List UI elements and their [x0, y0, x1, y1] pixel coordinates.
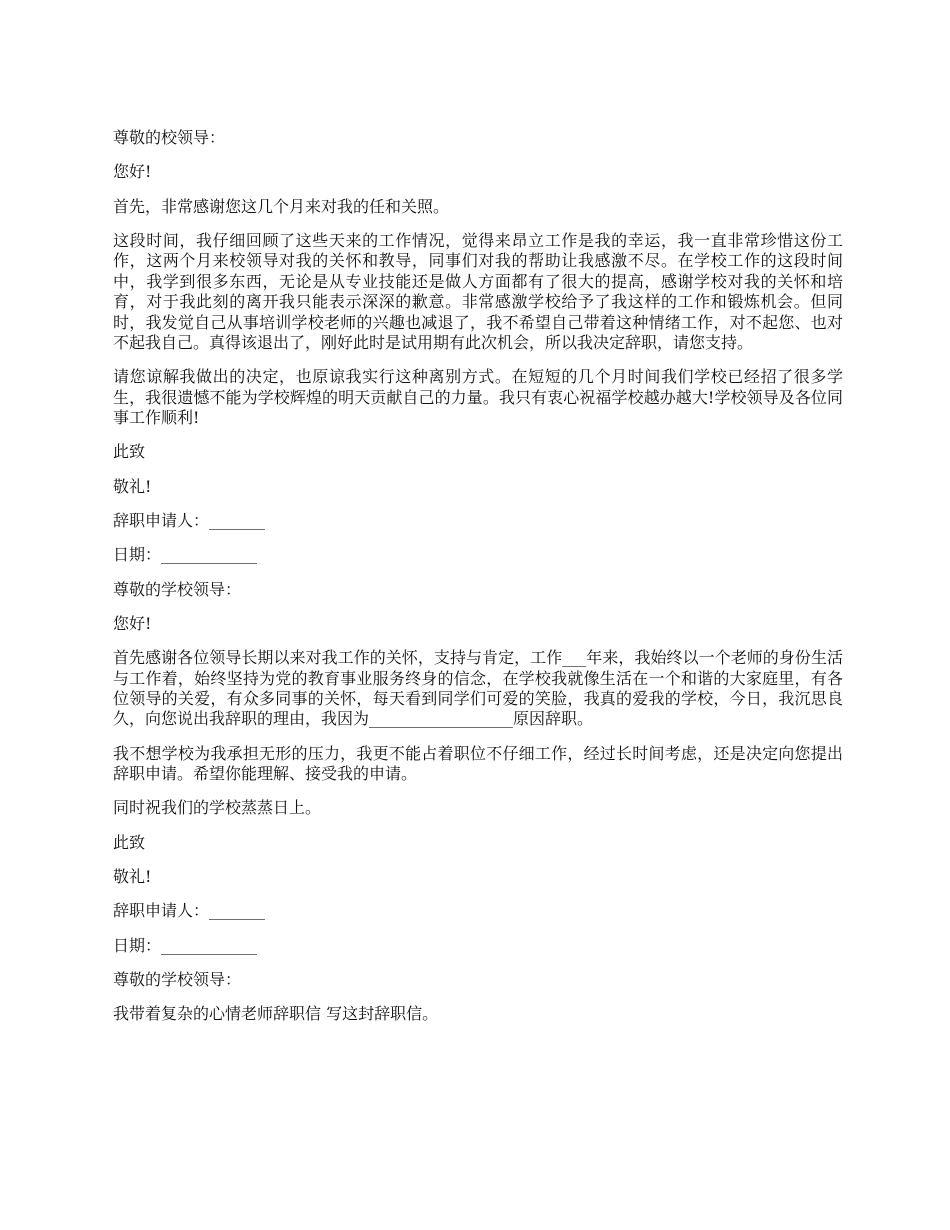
- body-paragraph: 这段时间，我仔细回顾了这些天来的工作情况，觉得来昂立工作是我的幸运，我一直非常珍惜这份工作，这两个月来校领导对我的关怀和教导，同事们对我的帮助让我感激不尽。在学校工作的这段时间中，我学到很多东西，无论是从专业技能还是做人方面都有了很大的提高，感谢学校对我的关怀和培育，对于我此刻的离开我只能表示深深的歉意。非常感激学校给予了我这样的工作和锻炼机会。但同时，我发觉自己从事培训学校老师的兴趣也减退了，我不希望自己带着这种情绪工作，对不起您、也对不起我自己。真得该退出了，刚好此时是试用期有此次机会，所以我决定辞职，请您支持。: [113, 230, 843, 352]
- date-line: 日期：____________: [113, 935, 258, 955]
- date-line: 日期：____________: [113, 545, 258, 565]
- body-paragraph: 同时祝我们的学校蒸蒸日上。: [113, 798, 322, 818]
- closing-salute: 敬礼!: [113, 866, 152, 886]
- greeting: 您好!: [113, 162, 152, 182]
- document-body: [113, 128, 843, 1038]
- salutation: 尊敬的校领导：: [113, 128, 226, 147]
- closing-salute: 敬礼!: [113, 476, 152, 496]
- body-paragraph: 我不想学校为我承担无形的压力，我更不能占着职位不仔细工作，经过长时间考虑，还是决定向您提出辞职申请。希望你能理解、接受我的申请。: [113, 743, 843, 784]
- signature-line: 辞职申请人：_______: [113, 510, 266, 530]
- body-paragraph: 我带着复杂的心情老师辞职信 写这封辞职信。: [113, 1004, 439, 1024]
- signature-line: 辞职申请人：_______: [113, 901, 266, 921]
- greeting: 您好!: [113, 613, 152, 633]
- closing: 此致: [113, 832, 146, 852]
- closing: 此致: [113, 442, 146, 462]
- body-paragraph: 首先，非常感谢您这几个月来对我的任和关照。: [113, 196, 450, 216]
- salutation: 尊敬的学校领导：: [113, 579, 242, 599]
- body-paragraph: 请您谅解我做出的决定，也原谅我实行这种离别方式。在短短的几个月时间我们学校已经招了很多学生，我很遗憾不能为学校辉煌的明天贡献自己的力量。我只有衷心祝福学校越办越大!学校领导及各位同事工作顺利!: [113, 367, 843, 428]
- body-paragraph: 首先感谢各位领导长期以来对我工作的关怀，支持与肯定，工作___年来，我始终以一个老师的身份生活与工作着，始终坚持为党的教育事业服务终身的信念，在学校我就像生活在一个和谐的大家庭里，有各位领导的关爱，有众多同事的关怀，每天看到同学们可爱的笑脸，我真的爱我的学校，今日，我沉思良久，向您说出我辞职的理由，我因为__________________原因辞职。: [113, 648, 843, 729]
- salutation: 尊敬的学校领导：: [113, 969, 242, 989]
